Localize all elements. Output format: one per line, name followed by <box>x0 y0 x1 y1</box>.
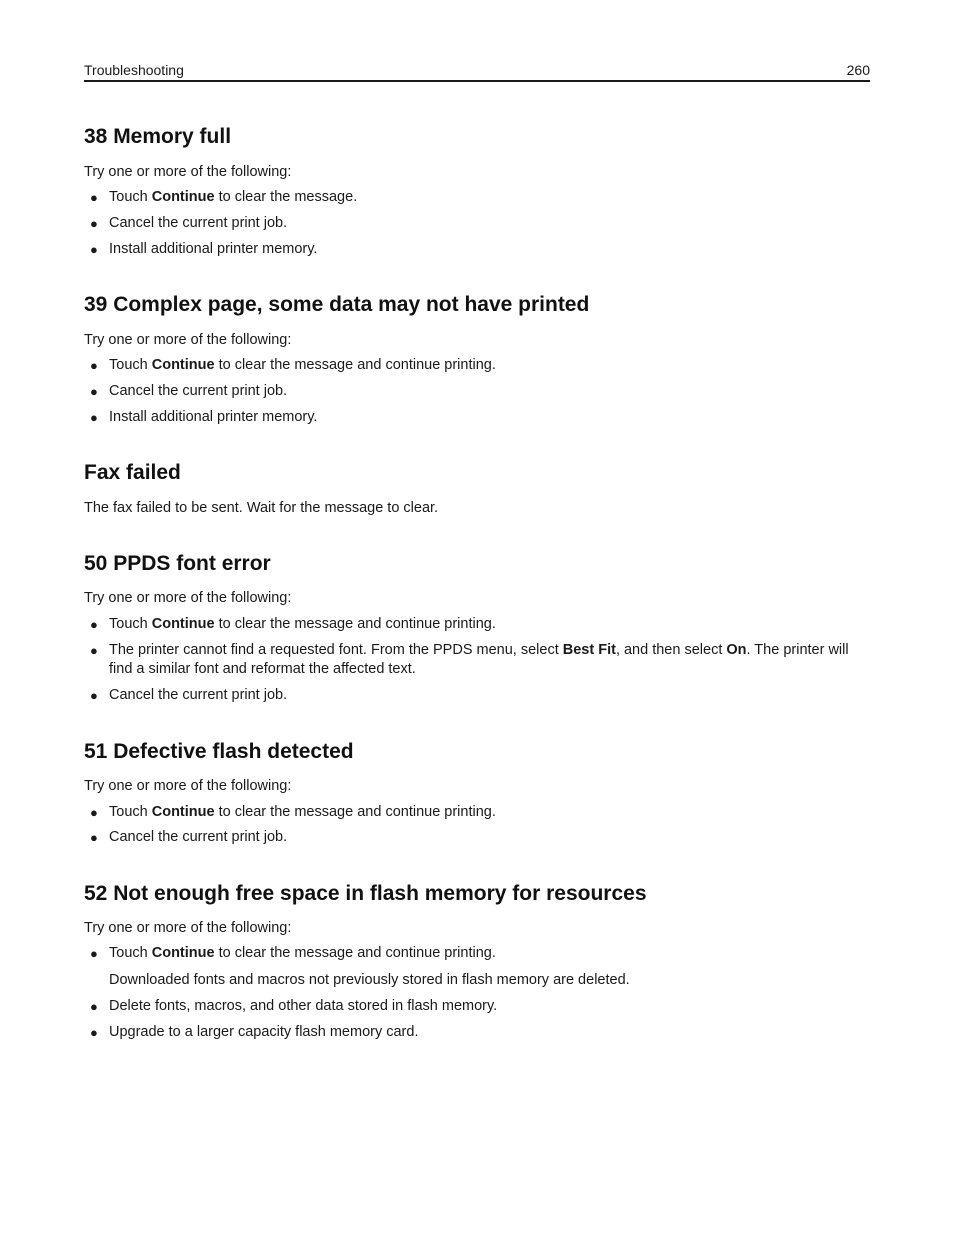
list-item: ● Touch Continue to clear the message and continue printing. <box>90 945 496 961</box>
list-item: ● Touch Continue to clear the message. <box>90 189 358 205</box>
bullet-icon: ● <box>90 946 98 961</box>
list-item: ● Cancel the current print job. <box>90 215 288 231</box>
fax-failed-body: The fax failed to be sent. Wait for the message to clear. <box>84 500 439 516</box>
bullet-icon: ● <box>90 358 98 373</box>
section-52-intro: Try one or more of the following: <box>84 920 292 936</box>
bullet-icon: ● <box>90 688 98 703</box>
list-item: ● The printer cannot find a requested font. From the PPDS menu, select Best Fit, and then select On. The printer will find a similar font and reformat the affected text. <box>90 642 849 677</box>
bullet-icon: ● <box>90 1025 98 1040</box>
bullet-icon: ● <box>90 216 98 231</box>
list-item: ● Cancel the current print job. <box>90 383 288 399</box>
section-39-intro: Try one or more of the following: <box>84 332 292 348</box>
section-50-intro: Try one or more of the following: <box>84 590 292 606</box>
bullet-icon: ● <box>90 242 98 257</box>
header-rule <box>84 80 870 82</box>
list-item: ● Touch Continue to clear the message and continue printing. <box>90 616 496 632</box>
header-page-number: 260 <box>846 62 870 78</box>
bullet-icon: ● <box>90 805 98 820</box>
bullet-icon: ● <box>90 384 98 399</box>
list-item: ● Touch Continue to clear the message and continue printing. <box>90 804 496 820</box>
section-title-52: 52 Not enough free space in flash memory for resources <box>84 882 647 905</box>
list-item: ● Cancel the current print job. <box>90 829 288 845</box>
list-item: ● Touch Continue to clear the message and continue printing. <box>90 357 496 373</box>
list-item: ● Install additional printer memory. <box>90 409 318 425</box>
bullet-icon: ● <box>90 643 98 658</box>
section-title-39: 39 Complex page, some data may not have printed <box>84 293 590 316</box>
list-item: ● Install additional printer memory. <box>90 241 318 257</box>
bullet-icon: ● <box>90 410 98 425</box>
section-51-intro: Try one or more of the following: <box>84 778 292 794</box>
section-title-fax-failed: Fax failed <box>84 461 181 484</box>
running-header <box>84 60 870 80</box>
section-title-38: 38 Memory full <box>84 125 232 148</box>
bullet-icon: ● <box>90 830 98 845</box>
list-item-note: Downloaded fonts and macros not previously stored in flash memory are deleted. <box>109 972 630 988</box>
bullet-icon: ● <box>90 999 98 1014</box>
bullet-icon: ● <box>90 617 98 632</box>
list-item: ● Cancel the current print job. <box>90 687 288 703</box>
section-title-51: 51 Defective flash detected <box>84 740 354 763</box>
bullet-icon: ● <box>90 190 98 205</box>
section-38-intro: Try one or more of the following: <box>84 164 292 180</box>
list-item: ● Upgrade to a larger capacity flash memory card. <box>90 1024 419 1040</box>
section-title-50: 50 PPDS font error <box>84 552 271 575</box>
header-section-label: Troubleshooting <box>84 62 184 78</box>
list-item: ● Delete fonts, macros, and other data stored in flash memory. <box>90 998 498 1014</box>
